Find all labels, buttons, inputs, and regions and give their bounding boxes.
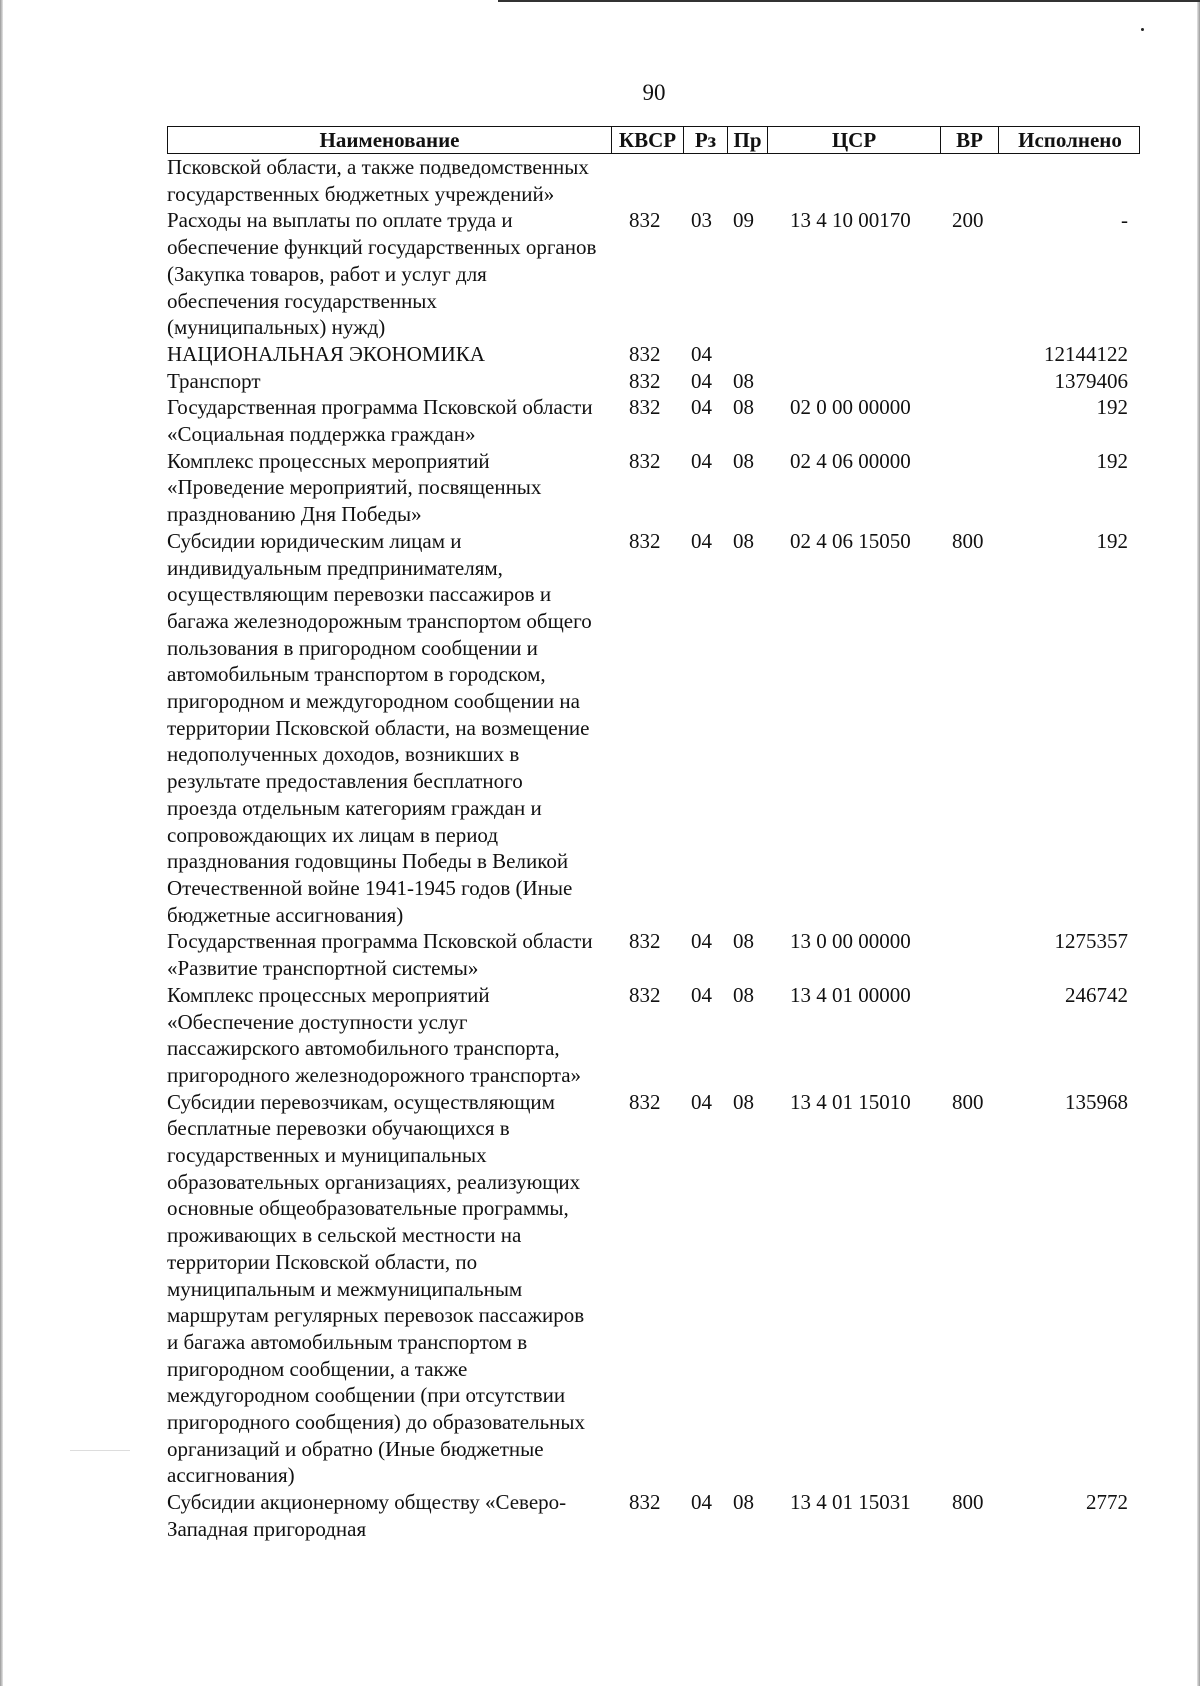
row-csr: 02 0 00 00000 <box>790 395 911 420</box>
row-name: Государственная программа Псковской области «Социальная поддержка граждан» <box>167 395 593 447</box>
page-number: 90 <box>642 80 666 105</box>
row-pr: 08 <box>733 368 754 393</box>
table-row <box>167 928 1140 981</box>
table-row <box>167 154 1140 207</box>
table-row <box>167 1089 1140 1490</box>
row-rz: 04 <box>691 1490 712 1515</box>
row-executed: 2772 <box>1086 1490 1128 1515</box>
row-name: Псковской области, а также подведомственных государственных бюджетных учреждений» <box>167 155 589 206</box>
table-header <box>167 126 1140 154</box>
table-row <box>167 448 1140 528</box>
header-name: Наименование <box>168 127 612 153</box>
row-vr: 800 <box>952 528 984 553</box>
row-kvsr: 832 <box>629 448 661 473</box>
row-csr: 13 4 01 15010 <box>790 1089 911 1114</box>
row-rz: 04 <box>691 982 712 1007</box>
row-csr: 02 4 06 15050 <box>790 528 911 553</box>
row-name: Комплекс процессных мероприятий «Проведение мероприятий, посвященных празднованию Дня Победы» <box>167 448 542 527</box>
row-kvsr: 832 <box>629 341 661 366</box>
row-rz: 03 <box>691 208 712 233</box>
row-name: Расходы на выплаты по оплате труда и обеспечение функций государственных органов (Закупка товаров, работ и услуг для обеспечения государственных (муниципальных) нужд) <box>167 208 597 340</box>
scan-dot-mark <box>1141 28 1144 31</box>
row-name: НАЦИОНАЛЬНАЯ ЭКОНОМИКА <box>167 341 485 366</box>
table-row <box>167 394 1140 447</box>
row-rz: 04 <box>691 368 712 393</box>
row-kvsr: 832 <box>629 208 661 233</box>
row-kvsr: 832 <box>629 368 661 393</box>
row-pr: 08 <box>733 982 754 1007</box>
row-rz: 04 <box>691 528 712 553</box>
row-name: Комплекс процессных мероприятий «Обеспечение доступности услуг пассажирского автомобильного транспорта, пригородного железнодорожного транспорта» <box>167 982 582 1087</box>
table-row <box>167 368 1140 395</box>
scan-speck <box>70 1450 130 1451</box>
row-rz: 04 <box>691 395 712 420</box>
row-rz: 04 <box>691 448 712 473</box>
row-kvsr: 832 <box>629 982 661 1007</box>
row-executed: 1379406 <box>1054 368 1128 393</box>
row-executed: 135968 <box>1065 1089 1128 1114</box>
row-kvsr: 832 <box>629 395 661 420</box>
row-vr: 200 <box>952 208 984 233</box>
row-name: Государственная программа Псковской области «Развитие транспортной системы» <box>167 929 593 981</box>
row-pr: 08 <box>733 1089 754 1114</box>
scan-left-edge <box>0 0 3 1686</box>
budget-table <box>167 126 1140 1543</box>
row-kvsr: 832 <box>629 1490 661 1515</box>
table-row <box>167 341 1140 368</box>
row-kvsr: 832 <box>629 1089 661 1114</box>
row-pr: 09 <box>733 208 754 233</box>
row-executed: 192 <box>1096 528 1128 553</box>
row-executed: 12144122 <box>1044 341 1128 366</box>
row-rz: 04 <box>691 929 712 954</box>
row-rz: 04 <box>691 1089 712 1114</box>
row-pr: 08 <box>733 528 754 553</box>
row-rz: 04 <box>691 341 712 366</box>
header-pr: Пр <box>728 127 768 153</box>
header-vr: ВР <box>941 127 999 153</box>
row-name: Субсидии юридическим лицам и индивидуальным предпринимателям, осуществляющим перевозки пассажиров и багажа железнодорожным транспортом общего пользования в пригородном сообщении и автомобильным транспортом в городском, пригородном и междугородном сообщении на территории Псковской области, на возмещение недополученных доходов, возникших в результате предоставления бесплатного проезда отдельным категориям граждан и сопровождающих их лицам в период празднования годовщины Победы в Великой Отечественной войне 1941-1945 годов (Иные бюджетные ассигнования) <box>167 528 592 927</box>
scan-top-line <box>498 0 1200 2</box>
row-executed: 1275357 <box>1054 929 1128 954</box>
row-kvsr: 832 <box>629 528 661 553</box>
row-executed: 192 <box>1096 395 1128 420</box>
table-row <box>167 207 1140 341</box>
row-csr: 13 4 10 00170 <box>790 208 911 233</box>
row-name: Субсидии акционерному обществу «Северо-Западная пригородная <box>167 1490 567 1541</box>
header-kvsr: КВСР <box>612 127 684 153</box>
header-csr: ЦСР <box>768 127 941 153</box>
row-pr: 08 <box>733 929 754 954</box>
row-pr: 08 <box>733 448 754 473</box>
table-row <box>167 1489 1140 1542</box>
row-pr: 08 <box>733 1490 754 1515</box>
header-rz: Рз <box>684 127 728 153</box>
header-executed: Исполнено <box>1018 127 1122 152</box>
row-executed: 246742 <box>1065 982 1128 1007</box>
row-kvsr: 832 <box>629 929 661 954</box>
row-csr: 13 4 01 00000 <box>790 982 911 1007</box>
row-name: Транспорт <box>167 368 261 393</box>
row-csr: 13 4 01 15031 <box>790 1490 911 1515</box>
row-vr: 800 <box>952 1089 984 1114</box>
row-name: Субсидии перевозчикам, осуществляющим бесплатные перевозки обучающихся в государственных и муниципальных образовательных организациях, реализующих основные общеобразовательные программы, проживающих в сельской местности на территории Псковской области, по муниципальным и межмуниципальным маршрутам регулярных перевозок пассажиров и багажа автомобильным транспортом в пригородном сообщении, а также междугородном сообщении (при отсутствии пригородного сообщения) до образовательных организаций и обратно (Иные бюджетные ассигнования) <box>167 1089 586 1488</box>
table-row <box>167 528 1140 929</box>
table-row <box>167 982 1140 1089</box>
row-vr: 800 <box>952 1490 984 1515</box>
row-csr: 13 0 00 00000 <box>790 929 911 954</box>
row-executed: 192 <box>1096 448 1128 473</box>
row-executed: - <box>1121 208 1128 233</box>
row-pr: 08 <box>733 395 754 420</box>
row-csr: 02 4 06 00000 <box>790 448 911 473</box>
